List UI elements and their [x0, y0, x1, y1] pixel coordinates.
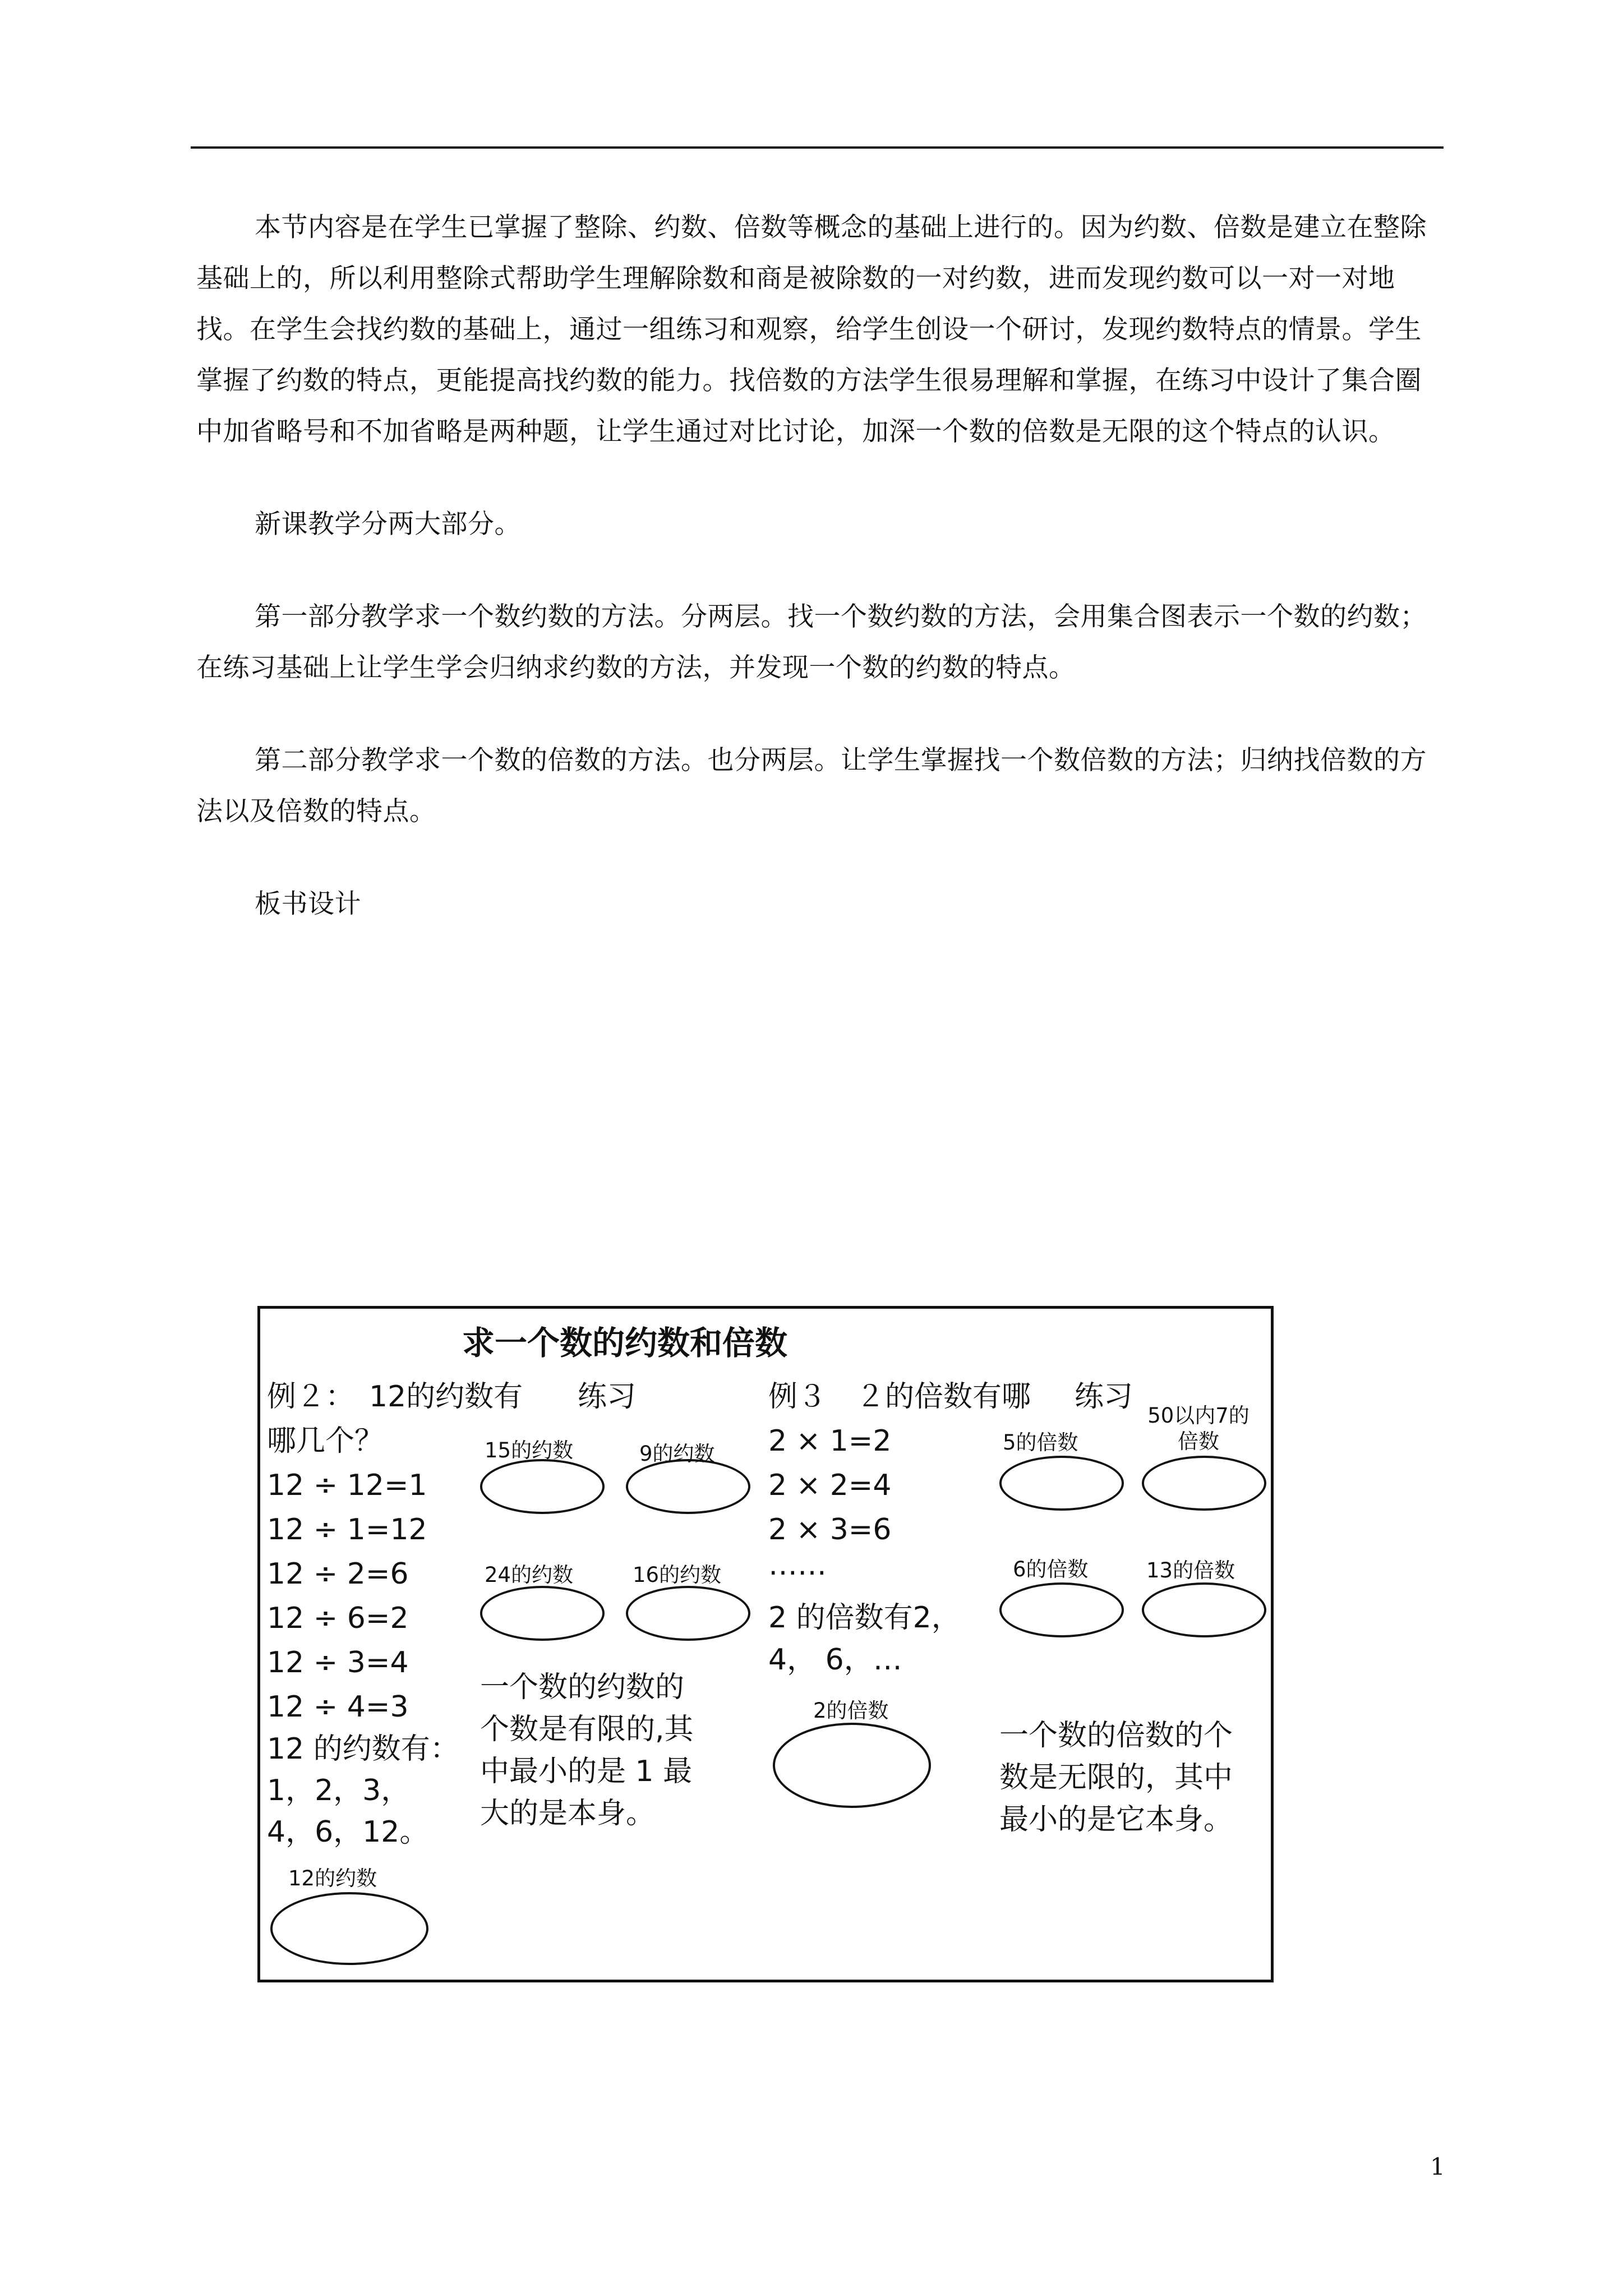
set-circle-2-multiples: [773, 1723, 931, 1808]
multiple-conclusion: 一个数的倍数的个: [999, 1719, 1233, 1752]
paragraph-part-one: 第一部分教学求一个数约数的方法。分两层。找一个数约数的方法，会用集合图表示一个数的约数；在练习基础上让学生学会归纳求约数的方法，并发现一个数的约数的特点。: [196, 601, 1427, 683]
set-label: 5的倍数: [1003, 1430, 1078, 1455]
multiple-conclusion: 最小的是它本身。: [999, 1803, 1233, 1837]
set-circle-24-divisors: [480, 1586, 605, 1641]
page-number: 1: [1430, 2153, 1445, 2180]
set-label: 16的约数: [633, 1563, 722, 1587]
multiplication-line: 2 × 2=4: [768, 1469, 892, 1502]
set-circle-9-divisors: [626, 1459, 750, 1514]
paragraph-board-design: 板书设计: [255, 889, 361, 919]
divisors-result: 12 的约数有：: [267, 1732, 459, 1766]
blackboard-design-figure: [257, 1306, 1274, 1982]
divisors-result: 4，6，12。: [267, 1815, 429, 1849]
divisor-conclusion: 个数是有限的,其: [480, 1713, 694, 1746]
ellipsis-line: ……: [768, 1548, 827, 1582]
multiplication-line: 2 × 3=6: [768, 1513, 892, 1547]
set-circle-16-divisors: [626, 1586, 750, 1641]
multiples-result: 4， 6，…: [768, 1643, 902, 1677]
body-text: [196, 202, 1444, 971]
set-circle-6-multiples: [999, 1582, 1124, 1637]
set-label: 6的倍数: [1013, 1557, 1089, 1581]
set-circle-15-divisors: [480, 1459, 605, 1514]
set-label: 12的约数: [288, 1866, 377, 1890]
division-line: 12 ÷ 4=3: [267, 1690, 409, 1724]
set-label: 9的约数: [639, 1442, 715, 1466]
division-line: 12 ÷ 12=1: [267, 1469, 427, 1502]
set-label: 2的倍数: [813, 1699, 889, 1723]
division-line: 12 ÷ 2=6: [267, 1557, 409, 1591]
set-label: 15的约数: [485, 1438, 574, 1462]
division-line: 12 ÷ 3=4: [267, 1646, 409, 1680]
divisor-conclusion: 一个数的约数的: [480, 1671, 685, 1704]
example2-heading: 例２： 12的约数有: [267, 1380, 523, 1414]
division-line: 12 ÷ 6=2: [267, 1602, 409, 1635]
practice2-label: 练习: [1075, 1380, 1133, 1414]
set-circle-12-divisors: [270, 1892, 428, 1965]
board-title: 求一个数的约数和倍数: [462, 1324, 788, 1362]
divisor-conclusion: 中最小的是 1 最: [480, 1755, 693, 1788]
multiples-result: 2 的倍数有2，: [768, 1601, 961, 1635]
header-rule: [191, 146, 1444, 149]
set-label: 13的倍数: [1146, 1558, 1235, 1582]
set-label: 24的约数: [485, 1563, 574, 1587]
set-label: 50以内7的倍数: [1147, 1404, 1249, 1453]
set-circle-50-multiples-of-7: [1142, 1456, 1266, 1511]
example2-heading-question: 哪几个？: [267, 1424, 384, 1458]
example3-heading: 例３ ２的倍数有哪: [768, 1380, 1031, 1414]
set-circle-5-multiples: [999, 1456, 1124, 1511]
multiplication-line: 2 × 1=2: [768, 1424, 892, 1458]
paragraph-overview: 新课教学分两大部分。: [255, 509, 521, 540]
divisor-conclusion: 大的是本身。: [480, 1797, 656, 1830]
paragraph-part-two: 第二部分教学求一个数的倍数的方法。也分两层。让学生掌握找一个数倍数的方法；归纳找倍数的方法以及倍数的特点。: [196, 745, 1427, 827]
set-circle-13-multiples: [1142, 1582, 1266, 1637]
divisors-result: 1，2，3，: [267, 1774, 411, 1807]
division-line: 12 ÷ 1=12: [267, 1513, 427, 1547]
paragraph-intro: 本节内容是在学生已掌握了整除、约数、倍数等概念的基础上进行的。因为约数、倍数是建立在整除基础上的，所以利用整除式帮助学生理解除数和商是被除数的一对约数，进而发现约数可以一对一对地找。在学生会找约数的基础上，通过一组练习和观察，给学生创设一个研讨，发现约数特点的情景。学生掌握了约数的特点，更能提高找约数的能力。找倍数的方法学生很易理解和掌握，在练习中设计了集合圈中加省略号和不加省略是两种题，让学生通过对比讨论，加深一个数的倍数是无限的这个特点的认识。: [196, 212, 1427, 447]
practice1-label: 练习: [578, 1380, 637, 1414]
multiple-conclusion: 数是无限的，其中: [999, 1761, 1233, 1795]
